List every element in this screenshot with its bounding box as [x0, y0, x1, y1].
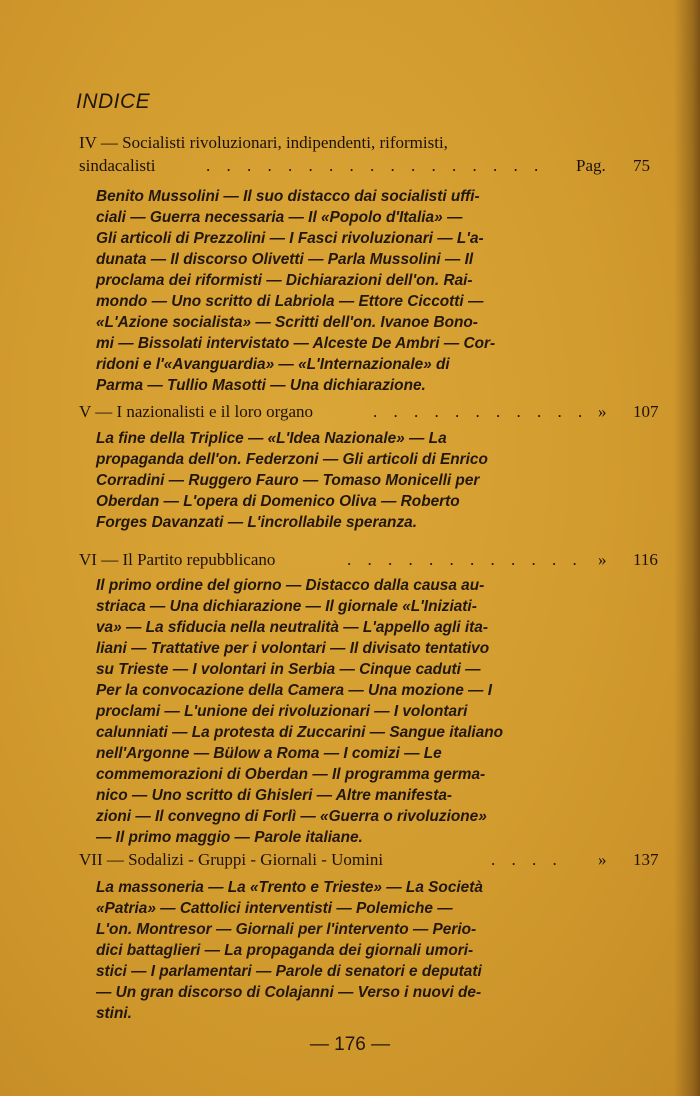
page-number: — 176 —	[309, 1034, 391, 1055]
entry-vii-page-label: »	[598, 850, 607, 869]
entry-vii-dot-leader: . . . .	[491, 850, 563, 869]
entry-vi-head-line-1: VI — Il Partito repubblicano	[79, 550, 276, 569]
entry-v-summary	[96, 428, 488, 533]
summary-line: Parma — Tullio Masotti — Una dichiarazione.	[96, 377, 426, 394]
summary-line: proclami — L'unione dei rivoluzionari — I volontari	[96, 703, 468, 720]
page-edge-shadow	[674, 0, 700, 1096]
entry-v-dot-leader: . . . . . . . . . . .	[373, 402, 589, 421]
entry-vi-dot-leader: . . . . . . . . . . . .	[347, 550, 583, 569]
entry-iv-summary	[96, 186, 495, 396]
entry-v-page-number: 107	[633, 402, 659, 421]
summary-line: ridoni e l'«Avanguardia» — «L'Internazionale» di	[96, 356, 450, 373]
entry-iv-head-line-2: sindacalisti	[79, 156, 156, 175]
summary-line: nico — Uno scritto di Ghisleri — Altre manifesta-	[96, 787, 453, 804]
entry-v-head-line-1: V — I nazionalisti e il loro organo	[79, 402, 314, 421]
summary-line: proclama dei riformisti — Dichiarazioni dell'on. Rai-	[96, 272, 473, 289]
summary-line: — Un gran discorso di Colajanni — Verso i nuovi de-	[96, 984, 482, 1001]
summary-line: striaca — Una dichiarazione — Il giornale «L'Iniziati-	[96, 598, 477, 615]
entry-iv-page-number: 75	[633, 156, 650, 175]
summary-line: Forges Davanzati — L'incrollabile speranza.	[96, 514, 417, 531]
summary-line: Gli articoli di Prezzolini — I Fasci rivoluzionari — L'a-	[96, 230, 484, 247]
summary-line: stici — I parlamentari — Parole di senatori e deputati	[96, 963, 482, 980]
summary-line: L'on. Montresor — Giornali per l'intervento — Perio-	[96, 921, 477, 938]
summary-line: mondo — Uno scritto di Labriola — Ettore Ciccotti —	[96, 293, 484, 310]
summary-line: zioni — Il convegno di Forlì — «Guerra o rivoluzione»	[96, 808, 487, 825]
summary-line: liani — Trattative per i volontari — Il divisato tentativo	[96, 640, 490, 657]
entry-vii-head-line-1: VII — Sodalizi - Gruppi - Giornali - Uomini	[79, 850, 384, 869]
summary-line: Benito Mussolini — Il suo distacco dai socialisti uffi-	[96, 188, 480, 205]
summary-line: Per la convocazione della Camera — Una mozione — I	[96, 682, 493, 699]
summary-line: nell'Argonne — Bülow a Roma — I comizi — Le	[96, 745, 442, 762]
entry-vi-summary	[96, 575, 503, 848]
entry-iv-heading	[79, 131, 659, 177]
entry-vii-heading	[79, 848, 659, 871]
summary-line: dunata — Il discorso Olivetti — Parla Mussolini — Il	[96, 251, 474, 268]
summary-line: dici battaglieri — La propaganda dei giornali umori-	[96, 942, 474, 959]
index-title: INDICE	[76, 90, 151, 113]
summary-line: calunniati — La protesta di Zuccarini — Sangue italiano	[96, 724, 504, 741]
entry-vii-summary	[96, 877, 483, 1024]
entry-vi-page-label: »	[598, 550, 607, 569]
summary-line: La fine della Triplice — «L'Idea Nazionale» — La	[96, 430, 447, 447]
entry-iv-head-line-1: IV — Socialisti rivoluzionari, indipendenti, riformisti,	[79, 133, 448, 152]
summary-line: mi — Bissolati intervistato — Alceste De Ambri — Cor-	[96, 335, 496, 352]
entry-vii-page-number: 137	[633, 850, 659, 869]
summary-line: Il primo ordine del giorno — Distacco dalla causa au-	[96, 577, 485, 594]
entry-iv-dot-leader: . . . . . . . . . . . . . . . . .	[206, 156, 545, 175]
summary-line: Oberdan — L'opera di Domenico Oliva — Roberto	[96, 493, 460, 510]
summary-line: commemorazioni di Oberdan — Il programma germa-	[96, 766, 486, 783]
entry-vi-heading	[79, 548, 659, 571]
summary-line: ciali — Guerra necessaria — Il «Popolo d'Italia» —	[96, 209, 463, 226]
summary-line: va» — La sfiducia nella neutralità — L'appello agli ita-	[96, 619, 488, 636]
entry-vi-page-number: 116	[633, 550, 658, 569]
summary-line: Corradini — Ruggero Fauro — Tomaso Monicelli per	[96, 472, 480, 489]
summary-line: «Patria» — Cattolici interventisti — Polemiche —	[96, 900, 453, 917]
summary-line: stini.	[96, 1005, 132, 1022]
entry-v-page-label: »	[598, 402, 607, 421]
summary-line: propaganda dell'on. Federzoni — Gli articoli di Enrico	[96, 451, 488, 468]
summary-line: La massoneria — La «Trento e Trieste» — La Società	[96, 879, 483, 896]
entry-iv-page-label: Pag.	[576, 156, 606, 175]
entry-v-heading	[79, 400, 659, 423]
summary-line: su Trieste — I volontari in Serbia — Cinque caduti —	[96, 661, 481, 678]
summary-line: «L'Azione socialista» — Scritti dell'on. Ivanoe Bono-	[96, 314, 478, 331]
summary-line: — Il primo maggio — Parole italiane.	[96, 829, 363, 846]
